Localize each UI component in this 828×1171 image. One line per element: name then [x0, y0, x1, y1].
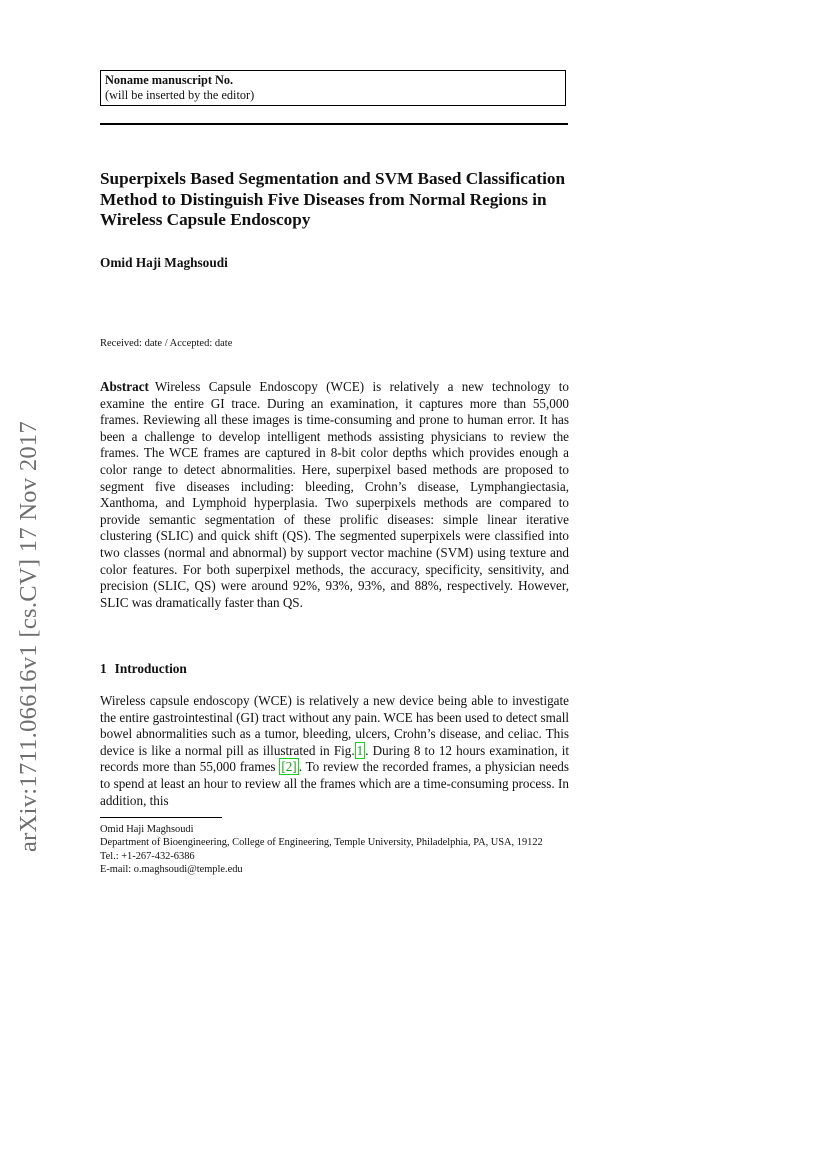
abstract: [100, 379, 569, 611]
footnote-name: Omid Haji Maghsoudi: [100, 824, 194, 835]
manuscript-notice-box: [100, 70, 566, 106]
section-heading: [100, 661, 187, 677]
received-accepted-dates: Received: date / Accepted: date: [100, 338, 233, 349]
paper-title: Superpixels Based Segmentation and SVM Based Classification Method to Distinguish Five Diseases from Normal Regions in Wireless Capsule Endoscopy: [100, 169, 566, 229]
editor-note: (will be inserted by the editor): [105, 88, 255, 102]
author-footnote: [100, 823, 570, 876]
footnote-affiliation: Department of Bioengineering, College of Engineering, Temple University, Philadelphia, PA, USA, 19122: [100, 837, 543, 849]
author-name: Omid Haji Maghsoudi: [100, 255, 228, 270]
footnote-telephone: Tel.: +1-267-432-6386: [100, 850, 195, 862]
figure-reference-link[interactable]: 1: [356, 742, 364, 758]
footnote-rule: [100, 817, 222, 818]
abstract-heading: Abstract: [100, 379, 149, 394]
abstract-text: Wireless Capsule Endoscopy (WCE) is relatively a new technology to examine the entire GI trace. During an examination, it captures more than 55,000 frames. Reviewing all these images is time-consuming and prone to human error. It has been a challenge to develop intelligent methods assisting physicians to review the frames. The WCE frames are captured in 8-bit color depths which provides enough a color range to detect abnormalities. Here, superpixel based methods are proposed to segment five diseases including: bleeding, Crohn’s disease, Lymphangiectasia, Xanthoma, and Lymphoid hyperplasia. Two superpixels methods are compared to provide semantic segmentation of these prolific diseases: simple linear iterative clustering (SLIC) and quick shift (QS). The segmented superpixels were classified into two classes (normal and abnormal) by support vector machine (SVM) using texture and color features. For both superpixel methods, the accuracy, specificity, sensitivity, and precision (SLIC, QS) were around 92%, 93%, 93%, and 88%, respectively. However, SLIC was dramatically faster than QS.: [100, 379, 569, 610]
section-number: 1: [100, 661, 107, 676]
intro-text-1: Wireless capsule endoscopy (WCE) is relatively a new device being able to investigate the entire gastrointestinal (GI) tract without any pain. WCE has been used to detect small bowel abnormalities such as a tumor, bleeding, ulcers, Crohn’s disease, and celiac. This device is like a normal pill as illustrated in Fig.: [100, 693, 569, 758]
citation-link[interactable]: [2]: [281, 759, 297, 775]
arxiv-identifier-stamp: arXiv:1711.06616v1 [cs.CV] 17 Nov 2017: [15, 420, 42, 852]
introduction-paragraph: [100, 693, 569, 809]
section-title: Introduction: [114, 661, 187, 676]
intro-text-3: . To review the recorded frames, a physician needs to spend at least an hour to review all the frames which are a time-consuming process. In addition, this: [100, 759, 569, 808]
manuscript-label: Noname manuscript No.: [105, 73, 234, 87]
intro-text-2: . During 8 to 12 hours examination, it records more than 55,000 frames: [100, 742, 569, 775]
header-rule: [100, 123, 568, 125]
footnote-email: E-mail: o.maghsoudi@temple.edu: [100, 863, 243, 875]
